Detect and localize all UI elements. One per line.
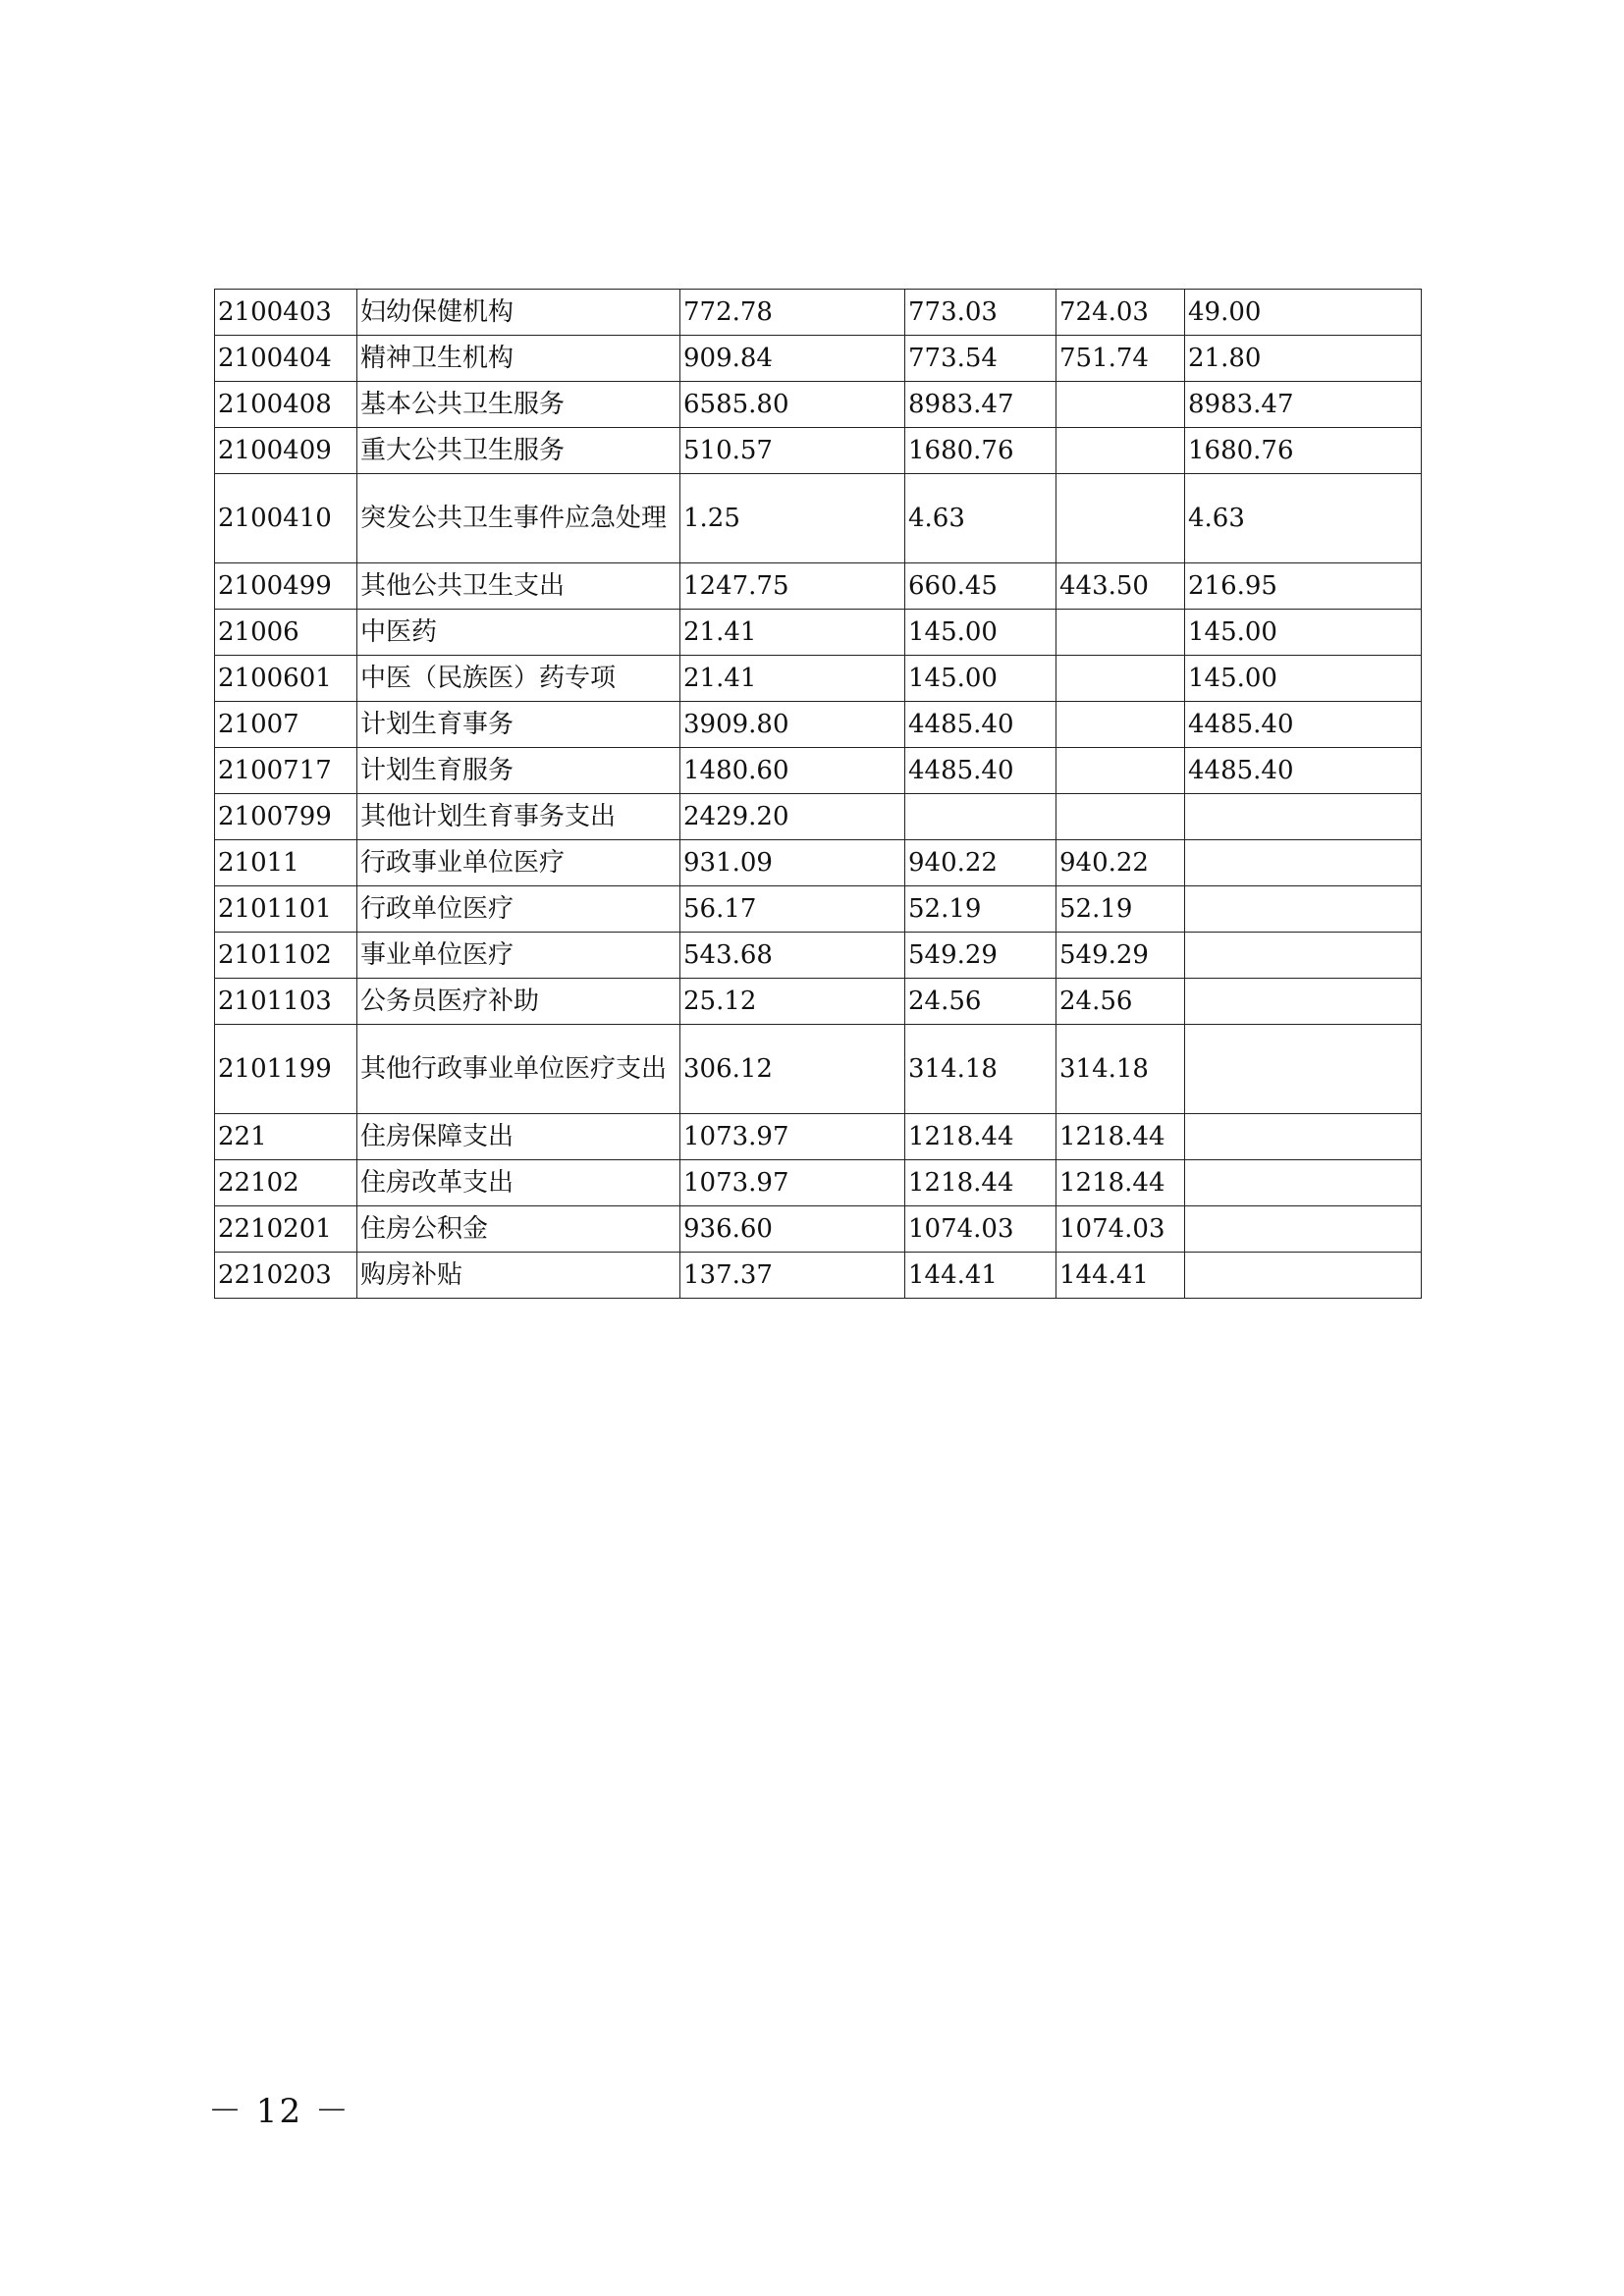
- table-row: [215, 336, 1422, 382]
- value-col-4: 8983.47: [1185, 382, 1422, 428]
- value-col-3: 443.50: [1056, 563, 1185, 610]
- value-col-2: 145.00: [905, 610, 1056, 656]
- value-col-2: 1218.44: [905, 1160, 1056, 1206]
- account-name: 突发公共卫生事件应急处理: [357, 474, 680, 563]
- account-code: 2101199: [215, 1025, 357, 1114]
- value-col-3: 549.29: [1056, 933, 1185, 979]
- account-name: 其他行政事业单位医疗支出: [357, 1025, 680, 1114]
- value-col-3: 24.56: [1056, 979, 1185, 1025]
- value-col-4: [1185, 933, 1422, 979]
- value-col-2: [905, 794, 1056, 840]
- account-name: 住房保障支出: [357, 1114, 680, 1160]
- value-col-1: 936.60: [680, 1206, 905, 1253]
- value-col-2: 314.18: [905, 1025, 1056, 1114]
- table-row: [215, 563, 1422, 610]
- table-row: [215, 1253, 1422, 1299]
- account-code: 2101103: [215, 979, 357, 1025]
- value-col-3: 1218.44: [1056, 1114, 1185, 1160]
- account-code: 2210201: [215, 1206, 357, 1253]
- value-col-2: 773.54: [905, 336, 1056, 382]
- value-col-3: [1056, 474, 1185, 563]
- table-row: [215, 840, 1422, 886]
- value-col-2: 4485.40: [905, 702, 1056, 748]
- account-code: 22102: [215, 1160, 357, 1206]
- value-col-2: 4.63: [905, 474, 1056, 563]
- value-col-4: 145.00: [1185, 656, 1422, 702]
- account-code: 2100410: [215, 474, 357, 563]
- budget-table: [214, 289, 1422, 1299]
- value-col-3: 1218.44: [1056, 1160, 1185, 1206]
- table-row: [215, 748, 1422, 794]
- value-col-1: 21.41: [680, 610, 905, 656]
- value-col-4: [1185, 1160, 1422, 1206]
- account-name: 中医（民族医）药专项: [357, 656, 680, 702]
- value-col-1: 56.17: [680, 886, 905, 933]
- value-col-1: 510.57: [680, 428, 905, 474]
- value-col-4: 145.00: [1185, 610, 1422, 656]
- table-row: [215, 382, 1422, 428]
- table-row: [215, 610, 1422, 656]
- value-col-1: 3909.80: [680, 702, 905, 748]
- value-col-4: [1185, 1206, 1422, 1253]
- account-name: 其他公共卫生支出: [357, 563, 680, 610]
- account-name: 妇幼保健机构: [357, 290, 680, 336]
- table-row: [215, 794, 1422, 840]
- account-name: 精神卫生机构: [357, 336, 680, 382]
- table-row: [215, 886, 1422, 933]
- value-col-1: 137.37: [680, 1253, 905, 1299]
- value-col-1: 1073.97: [680, 1114, 905, 1160]
- value-col-3: [1056, 656, 1185, 702]
- value-col-4: 1680.76: [1185, 428, 1422, 474]
- value-col-2: 549.29: [905, 933, 1056, 979]
- account-code: 2100403: [215, 290, 357, 336]
- table-row: [215, 656, 1422, 702]
- value-col-1: 25.12: [680, 979, 905, 1025]
- value-col-4: [1185, 1253, 1422, 1299]
- value-col-4: [1185, 794, 1422, 840]
- account-name: 住房改革支出: [357, 1160, 680, 1206]
- value-col-1: 2429.20: [680, 794, 905, 840]
- value-col-4: 4.63: [1185, 474, 1422, 563]
- value-col-1: 909.84: [680, 336, 905, 382]
- value-col-1: 1.25: [680, 474, 905, 563]
- account-name: 购房补贴: [357, 1253, 680, 1299]
- page-number: － 12 －: [208, 2092, 351, 2131]
- value-col-3: [1056, 428, 1185, 474]
- value-col-4: [1185, 1025, 1422, 1114]
- account-name: 公务员医疗补助: [357, 979, 680, 1025]
- table-row: [215, 933, 1422, 979]
- table-row: [215, 1025, 1422, 1114]
- value-col-4: 49.00: [1185, 290, 1422, 336]
- budget-table-body: [215, 290, 1422, 1299]
- value-col-4: 4485.40: [1185, 748, 1422, 794]
- value-col-2: 1074.03: [905, 1206, 1056, 1253]
- value-col-2: 144.41: [905, 1253, 1056, 1299]
- value-col-2: 24.56: [905, 979, 1056, 1025]
- value-col-4: 216.95: [1185, 563, 1422, 610]
- value-col-2: 4485.40: [905, 748, 1056, 794]
- account-code: 2100409: [215, 428, 357, 474]
- account-code: 2100408: [215, 382, 357, 428]
- value-col-1: 772.78: [680, 290, 905, 336]
- account-code: 21006: [215, 610, 357, 656]
- account-code: 2210203: [215, 1253, 357, 1299]
- account-code: 21007: [215, 702, 357, 748]
- value-col-1: 1073.97: [680, 1160, 905, 1206]
- value-col-2: 52.19: [905, 886, 1056, 933]
- value-col-1: 1480.60: [680, 748, 905, 794]
- table-row: [215, 979, 1422, 1025]
- value-col-2: 773.03: [905, 290, 1056, 336]
- value-col-1: 543.68: [680, 933, 905, 979]
- value-col-3: 940.22: [1056, 840, 1185, 886]
- table-row: [215, 428, 1422, 474]
- value-col-4: [1185, 979, 1422, 1025]
- value-col-2: 940.22: [905, 840, 1056, 886]
- account-code: 2100601: [215, 656, 357, 702]
- account-code: 2101102: [215, 933, 357, 979]
- account-name: 中医药: [357, 610, 680, 656]
- account-code: 2100499: [215, 563, 357, 610]
- value-col-3: 144.41: [1056, 1253, 1185, 1299]
- value-col-3: [1056, 748, 1185, 794]
- value-col-3: 751.74: [1056, 336, 1185, 382]
- value-col-4: 21.80: [1185, 336, 1422, 382]
- account-name: 事业单位医疗: [357, 933, 680, 979]
- value-col-3: 1074.03: [1056, 1206, 1185, 1253]
- value-col-1: 21.41: [680, 656, 905, 702]
- account-name: 基本公共卫生服务: [357, 382, 680, 428]
- value-col-2: 145.00: [905, 656, 1056, 702]
- value-col-3: 52.19: [1056, 886, 1185, 933]
- value-col-2: 8983.47: [905, 382, 1056, 428]
- value-col-2: 1680.76: [905, 428, 1056, 474]
- account-name: 行政单位医疗: [357, 886, 680, 933]
- value-col-3: [1056, 702, 1185, 748]
- account-name: 住房公积金: [357, 1206, 680, 1253]
- account-name: 其他计划生育事务支出: [357, 794, 680, 840]
- value-col-3: 724.03: [1056, 290, 1185, 336]
- table-row: [215, 1206, 1422, 1253]
- account-code: 2101101: [215, 886, 357, 933]
- value-col-3: [1056, 610, 1185, 656]
- account-name: 重大公共卫生服务: [357, 428, 680, 474]
- table-row: [215, 1160, 1422, 1206]
- value-col-1: 1247.75: [680, 563, 905, 610]
- value-col-1: 931.09: [680, 840, 905, 886]
- value-col-4: [1185, 1114, 1422, 1160]
- account-name: 计划生育事务: [357, 702, 680, 748]
- value-col-1: 6585.80: [680, 382, 905, 428]
- value-col-3: 314.18: [1056, 1025, 1185, 1114]
- value-col-3: [1056, 382, 1185, 428]
- value-col-2: 1218.44: [905, 1114, 1056, 1160]
- value-col-2: 660.45: [905, 563, 1056, 610]
- table-row: [215, 702, 1422, 748]
- value-col-4: [1185, 886, 1422, 933]
- account-name: 行政事业单位医疗: [357, 840, 680, 886]
- account-code: 221: [215, 1114, 357, 1160]
- account-code: 2100717: [215, 748, 357, 794]
- value-col-1: 306.12: [680, 1025, 905, 1114]
- account-code: 2100799: [215, 794, 357, 840]
- value-col-4: 4485.40: [1185, 702, 1422, 748]
- account-code: 21011: [215, 840, 357, 886]
- value-col-3: [1056, 794, 1185, 840]
- table-row: [215, 474, 1422, 563]
- account-name: 计划生育服务: [357, 748, 680, 794]
- value-col-4: [1185, 840, 1422, 886]
- table-row: [215, 290, 1422, 336]
- account-code: 2100404: [215, 336, 357, 382]
- table-row: [215, 1114, 1422, 1160]
